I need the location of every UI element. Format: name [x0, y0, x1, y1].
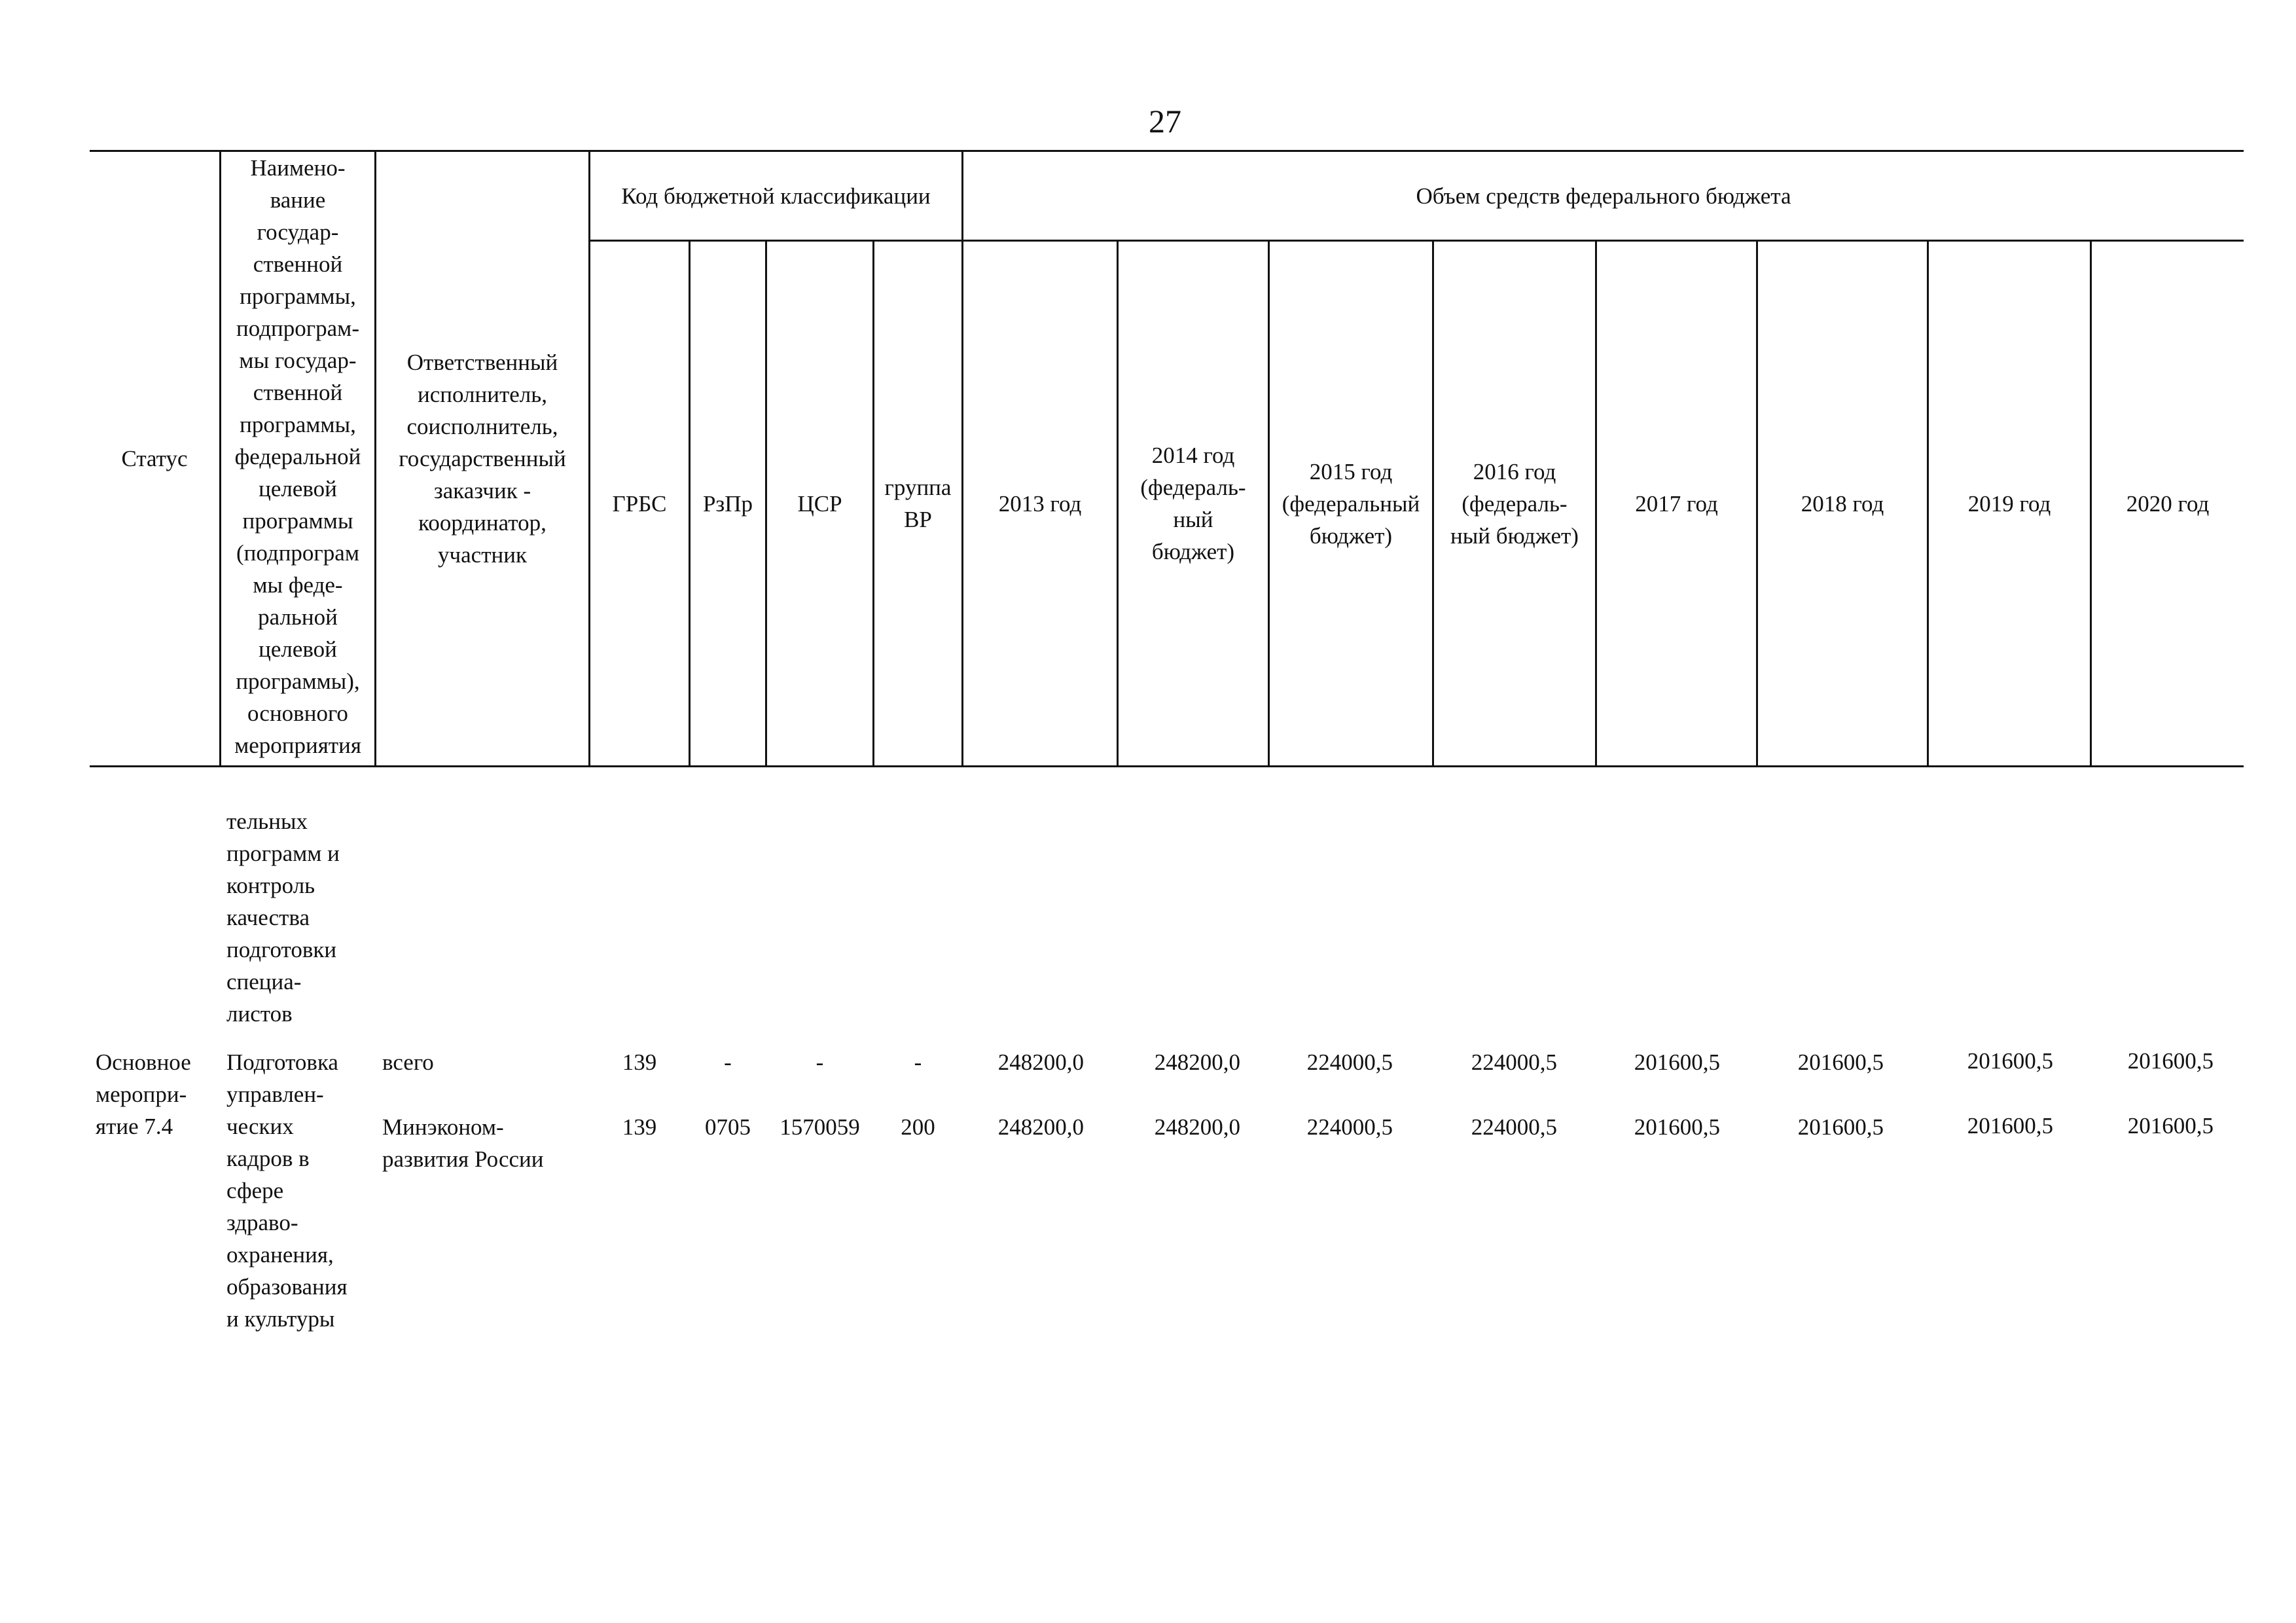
row-value-2020: 201600,5 — [2127, 1048, 2214, 1074]
header-year-2018: 2018 год — [1801, 490, 1884, 517]
row-value-2013: 248200,0 — [997, 1114, 1084, 1140]
row-value-2017: 201600,5 — [1634, 1114, 1720, 1140]
header-status: Статус — [121, 446, 188, 471]
row-value-2014: 248200,0 — [1154, 1114, 1240, 1140]
row-value-2018: 201600,5 — [1797, 1049, 1884, 1075]
row-value-2015: 224000,5 — [1306, 1114, 1393, 1140]
row-executor: Минэконом- развития России — [382, 1114, 544, 1172]
activity-name: Подготовка управлен- ческих кадров в сфере здраво- охранения, образования и культуры — [226, 1049, 348, 1332]
header-bottom-rule — [90, 765, 2244, 767]
header-grbs: ГРБС — [612, 490, 667, 517]
row-vr: 200 — [901, 1114, 935, 1140]
row-value-2016: 224000,5 — [1471, 1114, 1557, 1140]
header-federal-budget: Объем средств федерального бюджета — [1416, 183, 1791, 209]
header-year-2017: 2017 год — [1635, 490, 1718, 517]
header-year-2020: 2020 год — [2126, 490, 2210, 517]
row-csr: 1570059 — [780, 1114, 860, 1140]
row-value-2014: 248200,0 — [1154, 1049, 1240, 1075]
row-vr: - — [914, 1049, 922, 1075]
header-vr: группа ВР — [884, 475, 952, 532]
row-executor: всего — [382, 1049, 434, 1075]
row-value-2019: 201600,5 — [1967, 1048, 2053, 1074]
header-csr: ЦСР — [797, 490, 842, 517]
continued-program-name: тельных программ и контроль качества подготовки специа- листов — [226, 809, 340, 1027]
header-rzpr: РзПр — [702, 490, 753, 517]
header-budget-code: Код бюджетной классификации — [621, 183, 931, 209]
row-value-2020: 201600,5 — [2127, 1113, 2214, 1139]
row-grbs: 139 — [622, 1114, 657, 1140]
header-year-2019: 2019 год — [1967, 490, 2051, 517]
activity-status: Основное меропри- ятие 7.4 — [96, 1049, 191, 1139]
header-year-2015: 2015 год (федеральный бюджет) — [1282, 458, 1420, 549]
row-value-2018: 201600,5 — [1797, 1114, 1884, 1140]
header-year-2016: 2016 год (федераль- ный бюджет) — [1450, 458, 1579, 549]
row-value-2019: 201600,5 — [1967, 1113, 2053, 1139]
row-rzpr: 0705 — [705, 1114, 751, 1140]
row-value-2017: 201600,5 — [1634, 1049, 1720, 1075]
row-value-2013: 248200,0 — [997, 1049, 1084, 1075]
row-rzpr: - — [724, 1049, 732, 1075]
header-year-2013: 2013 год — [998, 490, 1082, 517]
row-grbs: 139 — [622, 1049, 657, 1075]
row-value-2015: 224000,5 — [1306, 1049, 1393, 1075]
header-responsible: Ответственный исполнитель, соисполнитель, государственный заказчик - координатор, участник — [399, 350, 566, 568]
page-number: 27 — [1149, 103, 1181, 139]
row-csr: - — [816, 1049, 824, 1075]
row-value-2016: 224000,5 — [1471, 1049, 1557, 1075]
header-program-name: Наимено- вание государ- ственной программы, подпрограм- мы государ- ственной программы, федеральной целевой программы (подпрограм мы феде- ральной целевой программы), основного мероприятия — [234, 155, 361, 758]
header-year-2014: 2014 год (федераль- ный бюджет) — [1140, 443, 1246, 564]
